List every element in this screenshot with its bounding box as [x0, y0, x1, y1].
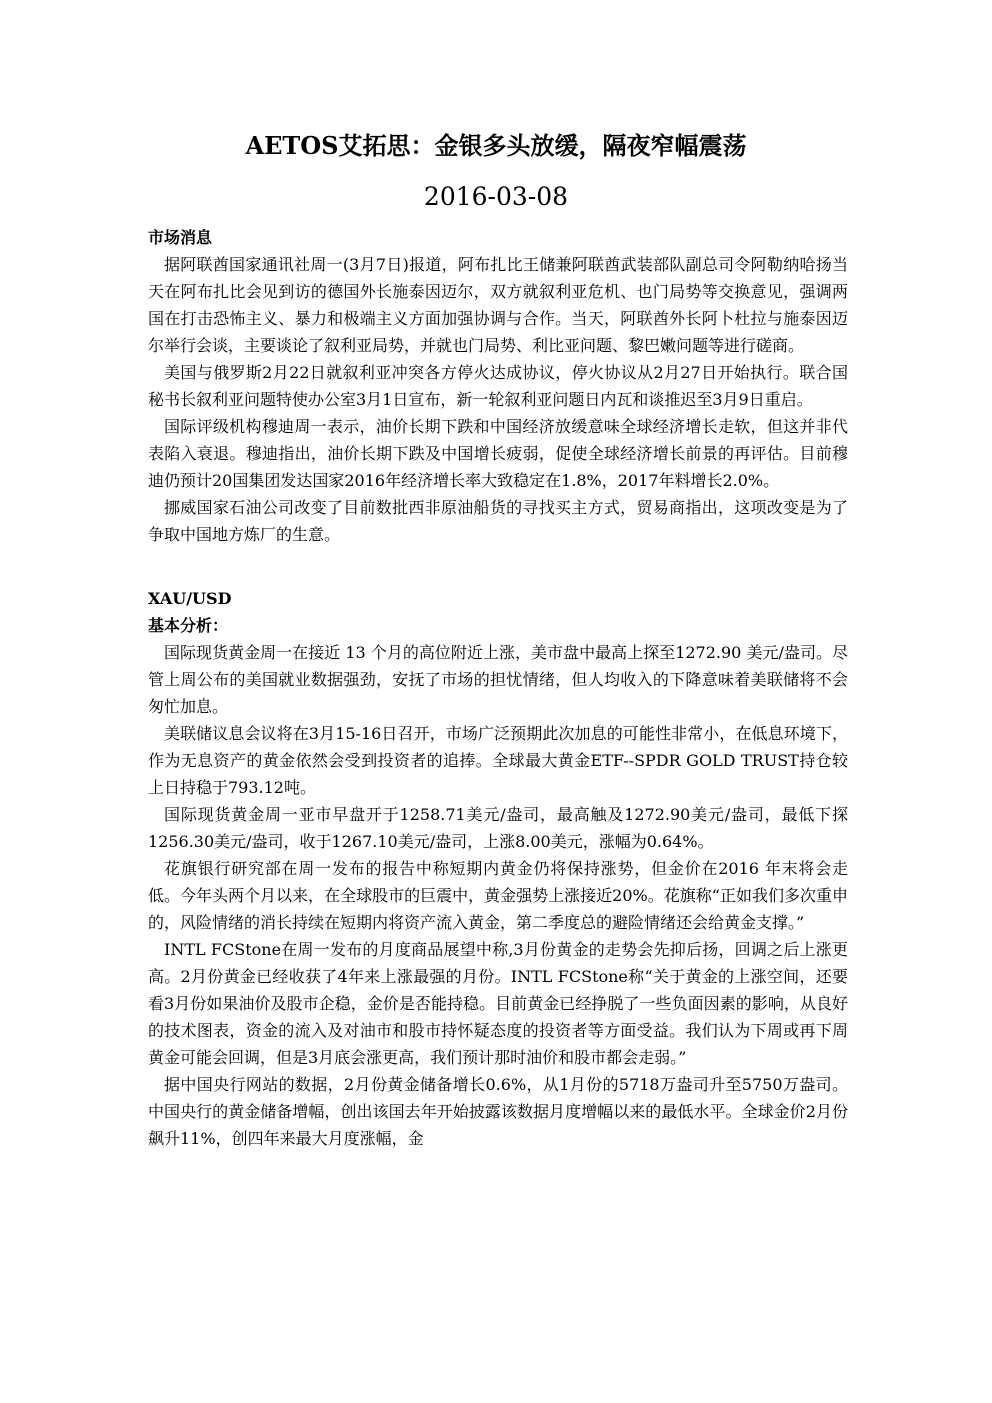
paragraph: 挪威国家石油公司改变了目前数批西非原油船货的寻找买主方式，贸易商指出，这项改变是为了争取中国地方炼厂的生意。: [148, 498, 848, 544]
paragraph: 据阿联酋国家通讯社周一(3月7日)报道，阿布扎比王储兼阿联酋武装部队副总司令阿勒纳哈扬当天在阿布扎比会见到访的德国外长施泰因迈尔，双方就叙利亚危机、也门局势等交换意见，强调两国在打击恐怖主义、暴力和极端主义方面加强协调与合作。当天，阿联酋外长阿卜杜拉与施泰因迈尔举行会谈，主要谈论了叙利亚局势，并就也门局势、利比亚问题、黎巴嫩问题等进行磋商。: [148, 255, 848, 355]
section-market-news: [148, 224, 848, 548]
paragraph: 美联储议息会议将在3月15-16日召开，市场广泛预期此次加息的可能性非常小，在低息环境下，作为无息资产的黄金依然会受到投资者的追捧。全球最大黄金ETF--SPDR GOLD TRUST持仓较上日持稳于793.12吨。: [148, 724, 848, 797]
section-subheading: 基本分析：: [148, 616, 229, 635]
paragraph: 据中国央行网站的数据，2月份黄金储备增长0.6%，从1月份的5718万盎司升至5750万盎司。中国央行的黄金储备增幅，创出该国去年开始披露该数据月度增幅以来的最低水平。全球金价2月份飙升11%，创四年来最大月度涨幅，金: [148, 1075, 848, 1148]
paragraph: INTL FCStone在周一发布的月度商品展望中称,3月份黄金的走势会先抑后扬，回调之后上涨更高。2月份黄金已经收获了4年来上涨最强的月份。INTL FCStone称“关于黄金的上涨空间，还要看3月份如果油价及股市企稳，金价是否能持稳。目前黄金已经挣脱了一些负面因素的影响，从良好的技术图表，资金的流入及对油市和股市持怀疑态度的投资者等方面受益。我们认为下周或再下周黄金可能会回调，但是3月底会涨更高，我们预计那时油价和股市都会走弱。”: [148, 940, 848, 1067]
paragraph: 花旗银行研究部在周一发布的报告中称短期内黄金仍将保持涨势，但金价在2016 年末将会走低。今年头两个月以来，在全球股市的巨震中，黄金强势上涨接近20%。花旗称“正如我们多次重申的，风险情绪的消长持续在短期内将资产流入黄金，第二季度总的避险情绪还会给黄金支撑。”: [148, 859, 848, 932]
paragraph: 国际评级机构穆迪周一表示，油价长期下跌和中国经济放缓意味全球经济增长走软，但这并非代表陷入衰退。穆迪指出，油价长期下跌及中国增长疲弱，促使全球经济增长前景的再评估。目前穆迪仍预计20国集团发达国家2016年经济增长率大致稳定在1.8%，2017年料增长2.0%。: [148, 417, 848, 490]
paragraph: 美国与俄罗斯2月22日就叙利亚冲突各方停火达成协议，停火协议从2月27日开始执行。联合国秘书长叙利亚问题特使办公室3月1日宣布，新一轮叙利亚问题日内瓦和谈推迟至3月9日重启。: [148, 363, 848, 409]
document-date: 2016-03-08: [423, 182, 569, 211]
section-heading: 市场消息: [148, 228, 213, 247]
section-spacer: [148, 548, 848, 585]
section-heading: XAU/USD: [148, 589, 232, 608]
document-body: [148, 224, 848, 1152]
paragraph: 国际现货黄金周一亚市早盘开于1258.71美元/盎司，最高触及1272.90美元/盎司，最低下探1256.30美元/盎司，收于1267.10美元/盎司，上涨8.00美元，涨幅为0.64%。: [148, 805, 848, 851]
document-title: AETOS艾拓思：金银多头放缓，隔夜窄幅震荡: [245, 131, 747, 160]
section-xau-usd: [148, 585, 848, 1152]
paragraph: 国际现货黄金周一在接近 13 个月的高位附近上涨，美市盘中最高上探至1272.90 美元/盎司。尽管上周公布的美国就业数据强劲，安抚了市场的担忧情绪，但人均收入的下降意味着美联储将不会匆忙加息。: [148, 643, 848, 716]
